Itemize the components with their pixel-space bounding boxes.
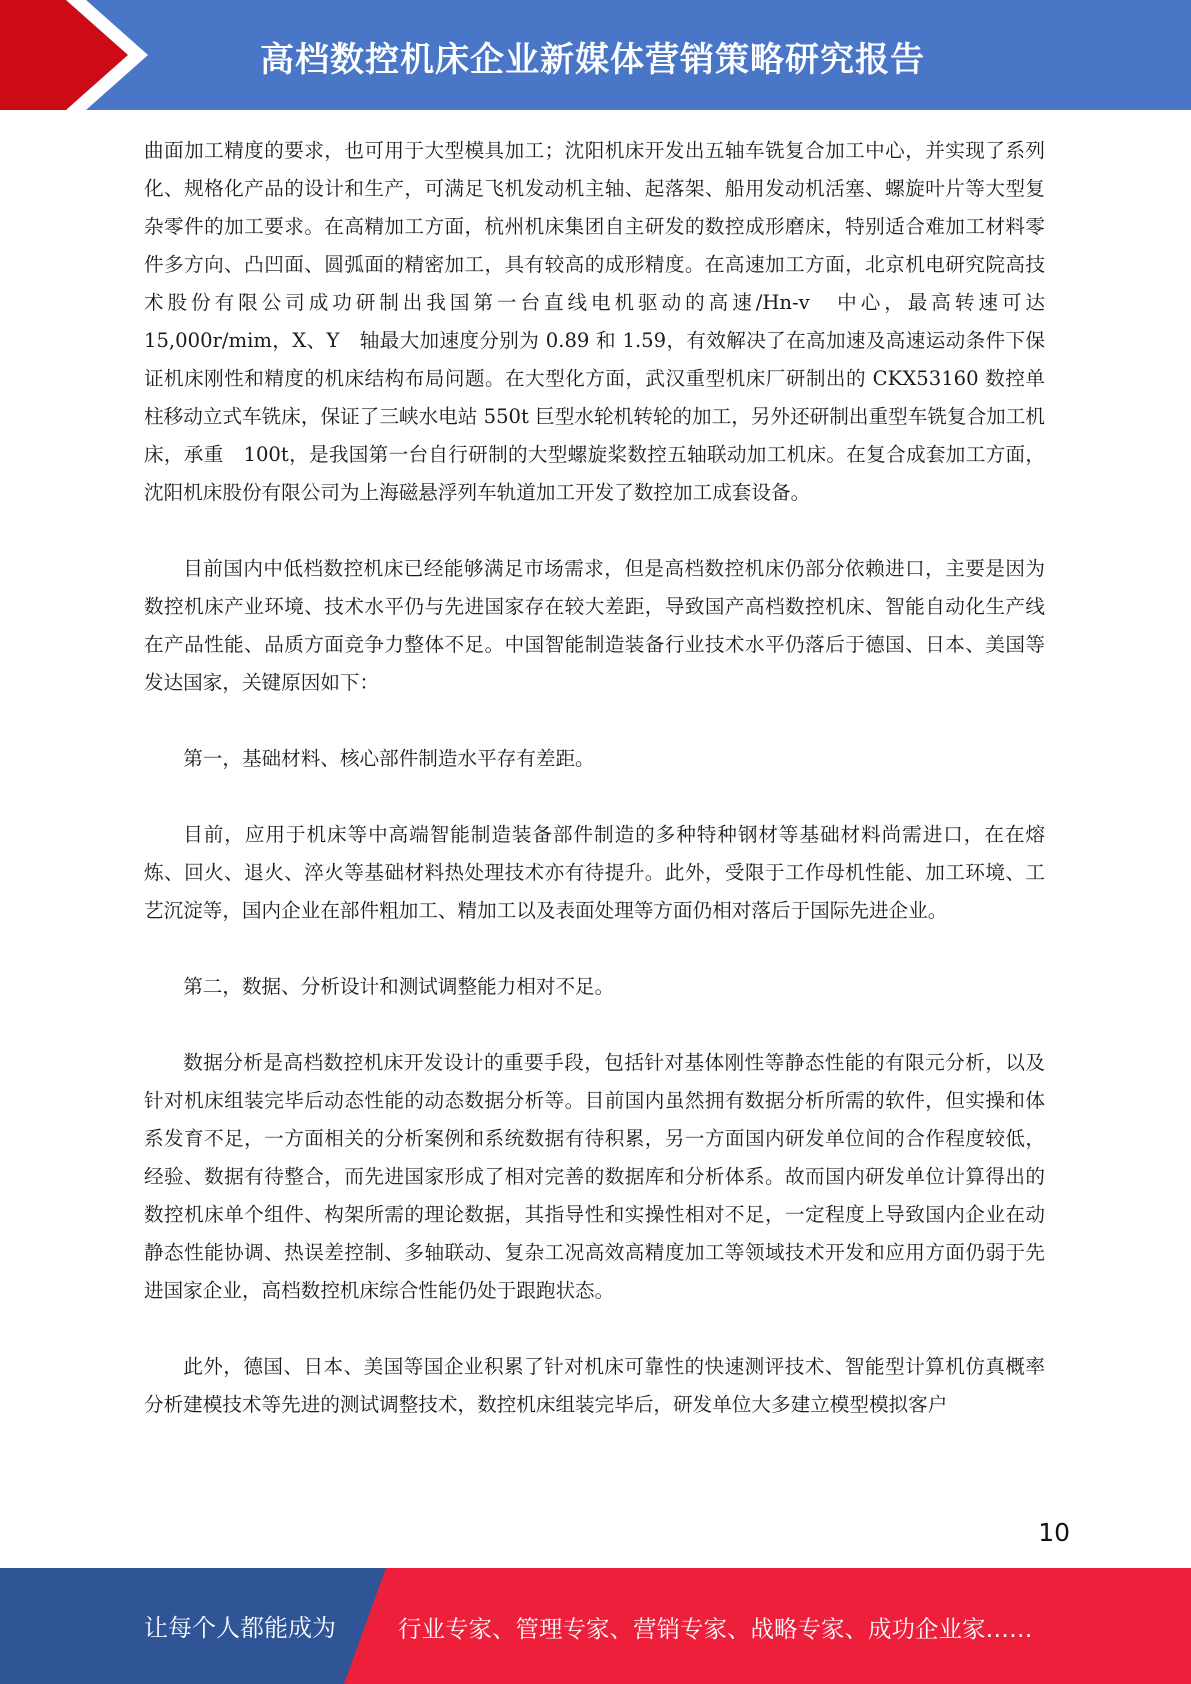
page-number: 10 xyxy=(1038,1518,1070,1547)
chevron-arrow-icon xyxy=(0,0,160,110)
paragraph-5: 第二，数据、分析设计和测试调整能力相对不足。 xyxy=(183,975,615,998)
report-title: 高档数控机床企业新媒体营销策略研究报告 xyxy=(260,40,925,80)
page-header xyxy=(0,0,1191,110)
body-text xyxy=(144,132,1065,1462)
page-footer xyxy=(0,1568,1191,1684)
paragraph-6: 数据分析是高档数控机床开发设计的重要手段，包括针对基体刚性等静态性能的有限元分析，以及针对机床组装完毕后动态性能的动态数据分析等。目前国内虽然拥有数据分析所需的软件，但实操和体系发育不足，一方面相关的分析案例和系统数据有待积累，另一方面国内研发单位间的合作程度较低，经验、数据有待整合，而先进国家形成了相对完善的数据库和分析体系。故而国内研发单位计算得出的数控机床单个组件、构架所需的理论数据，其指导性和实操性相对不足，一定程度上导致国内企业在动静态性能协调、热误差控制、多轴联动、复杂工况高效高精度加工等领域技术开发和应用方面仍弱于先进国家企业，高档数控机床综合性能仍处于跟跑状态。 xyxy=(144,1051,1045,1302)
paragraph-2: 目前国内中低档数控机床已经能够满足市场需求，但是高档数控机床仍部分依赖进口，主要是因为数控机床产业环境、技术水平仍与先进国家存在较大差距，导致国产高档数控机床、智能自动化生产线在产品性能、品质方面竞争力整体不足。中国智能制造装备行业技术水平仍落后于德国、日本、美国等发达国家，关键原因如下： xyxy=(144,557,1045,694)
footer-slogan-right: 行业专家、管理专家、营销专家、战略专家、成功企业家…… xyxy=(398,1615,1033,1643)
paragraph-1: 曲面加工精度的要求，也可用于大型模具加工；沈阳机床开发出五轴车铣复合加工中心，并实现了系列化、规格化产品的设计和生产，可满足飞机发动机主轴、起落架、船用发动机活塞、螺旋叶片等大型复杂零件的加工要求。在高精加工方面，杭州机床集团自主研发的数控成形磨床，特别适合难加工材料零件多方向、凸凹面、圆弧面的精密加工，具有较高的成形精度。在高速加工方面，北京机电研究院高技术股份有限公司成功研制出我国第一台直线电机驱动的高速/Hn-v 中心，最高转速可达 15,000r/mim，X、Y 轴最大加速度分别为 0.89 和 1.59，有效解决了在高加速及高速运动条件下保证机床刚性和精度的机床结构布局问题。在大型化方面，武汉重型机床厂研制出的 CKX53160 数控单柱移动立式车铣床，保证了三峡水电站 550t 巨型水轮机转轮的加工，另外还研制出重型车铣复合加工机床，承重 100t，是我国第一台自行研制的大型螺旋桨数控五轴联动加工机床。在复合成套加工方面，沈阳机床股份有限公司为上海磁悬浮列车轨道加工开发了数控加工成套设备。 xyxy=(144,139,1065,504)
paragraph-3: 第一，基础材料、核心部件制造水平存有差距。 xyxy=(183,747,595,770)
footer-slogan-left: 让每个人都能成为 xyxy=(144,1614,336,1642)
paragraph-7: 此外，德国、日本、美国等国企业积累了针对机床可靠性的快速测评技术、智能型计算机仿真概率分析建模技术等先进的测试调整技术，数控机床组装完毕后，研发单位大多建立模型模拟客户 xyxy=(144,1355,1045,1416)
paragraph-4: 目前，应用于机床等中高端智能制造装备部件制造的多种特种钢材等基础材料尚需进口，在在熔炼、回火、退火、淬火等基础材料热处理技术亦有待提升。此外，受限于工作母机性能、加工环境、工艺沉淀等，国内企业在部件粗加工、精加工以及表面处理等方面仍相对落后于国际先进企业。 xyxy=(144,823,1045,922)
